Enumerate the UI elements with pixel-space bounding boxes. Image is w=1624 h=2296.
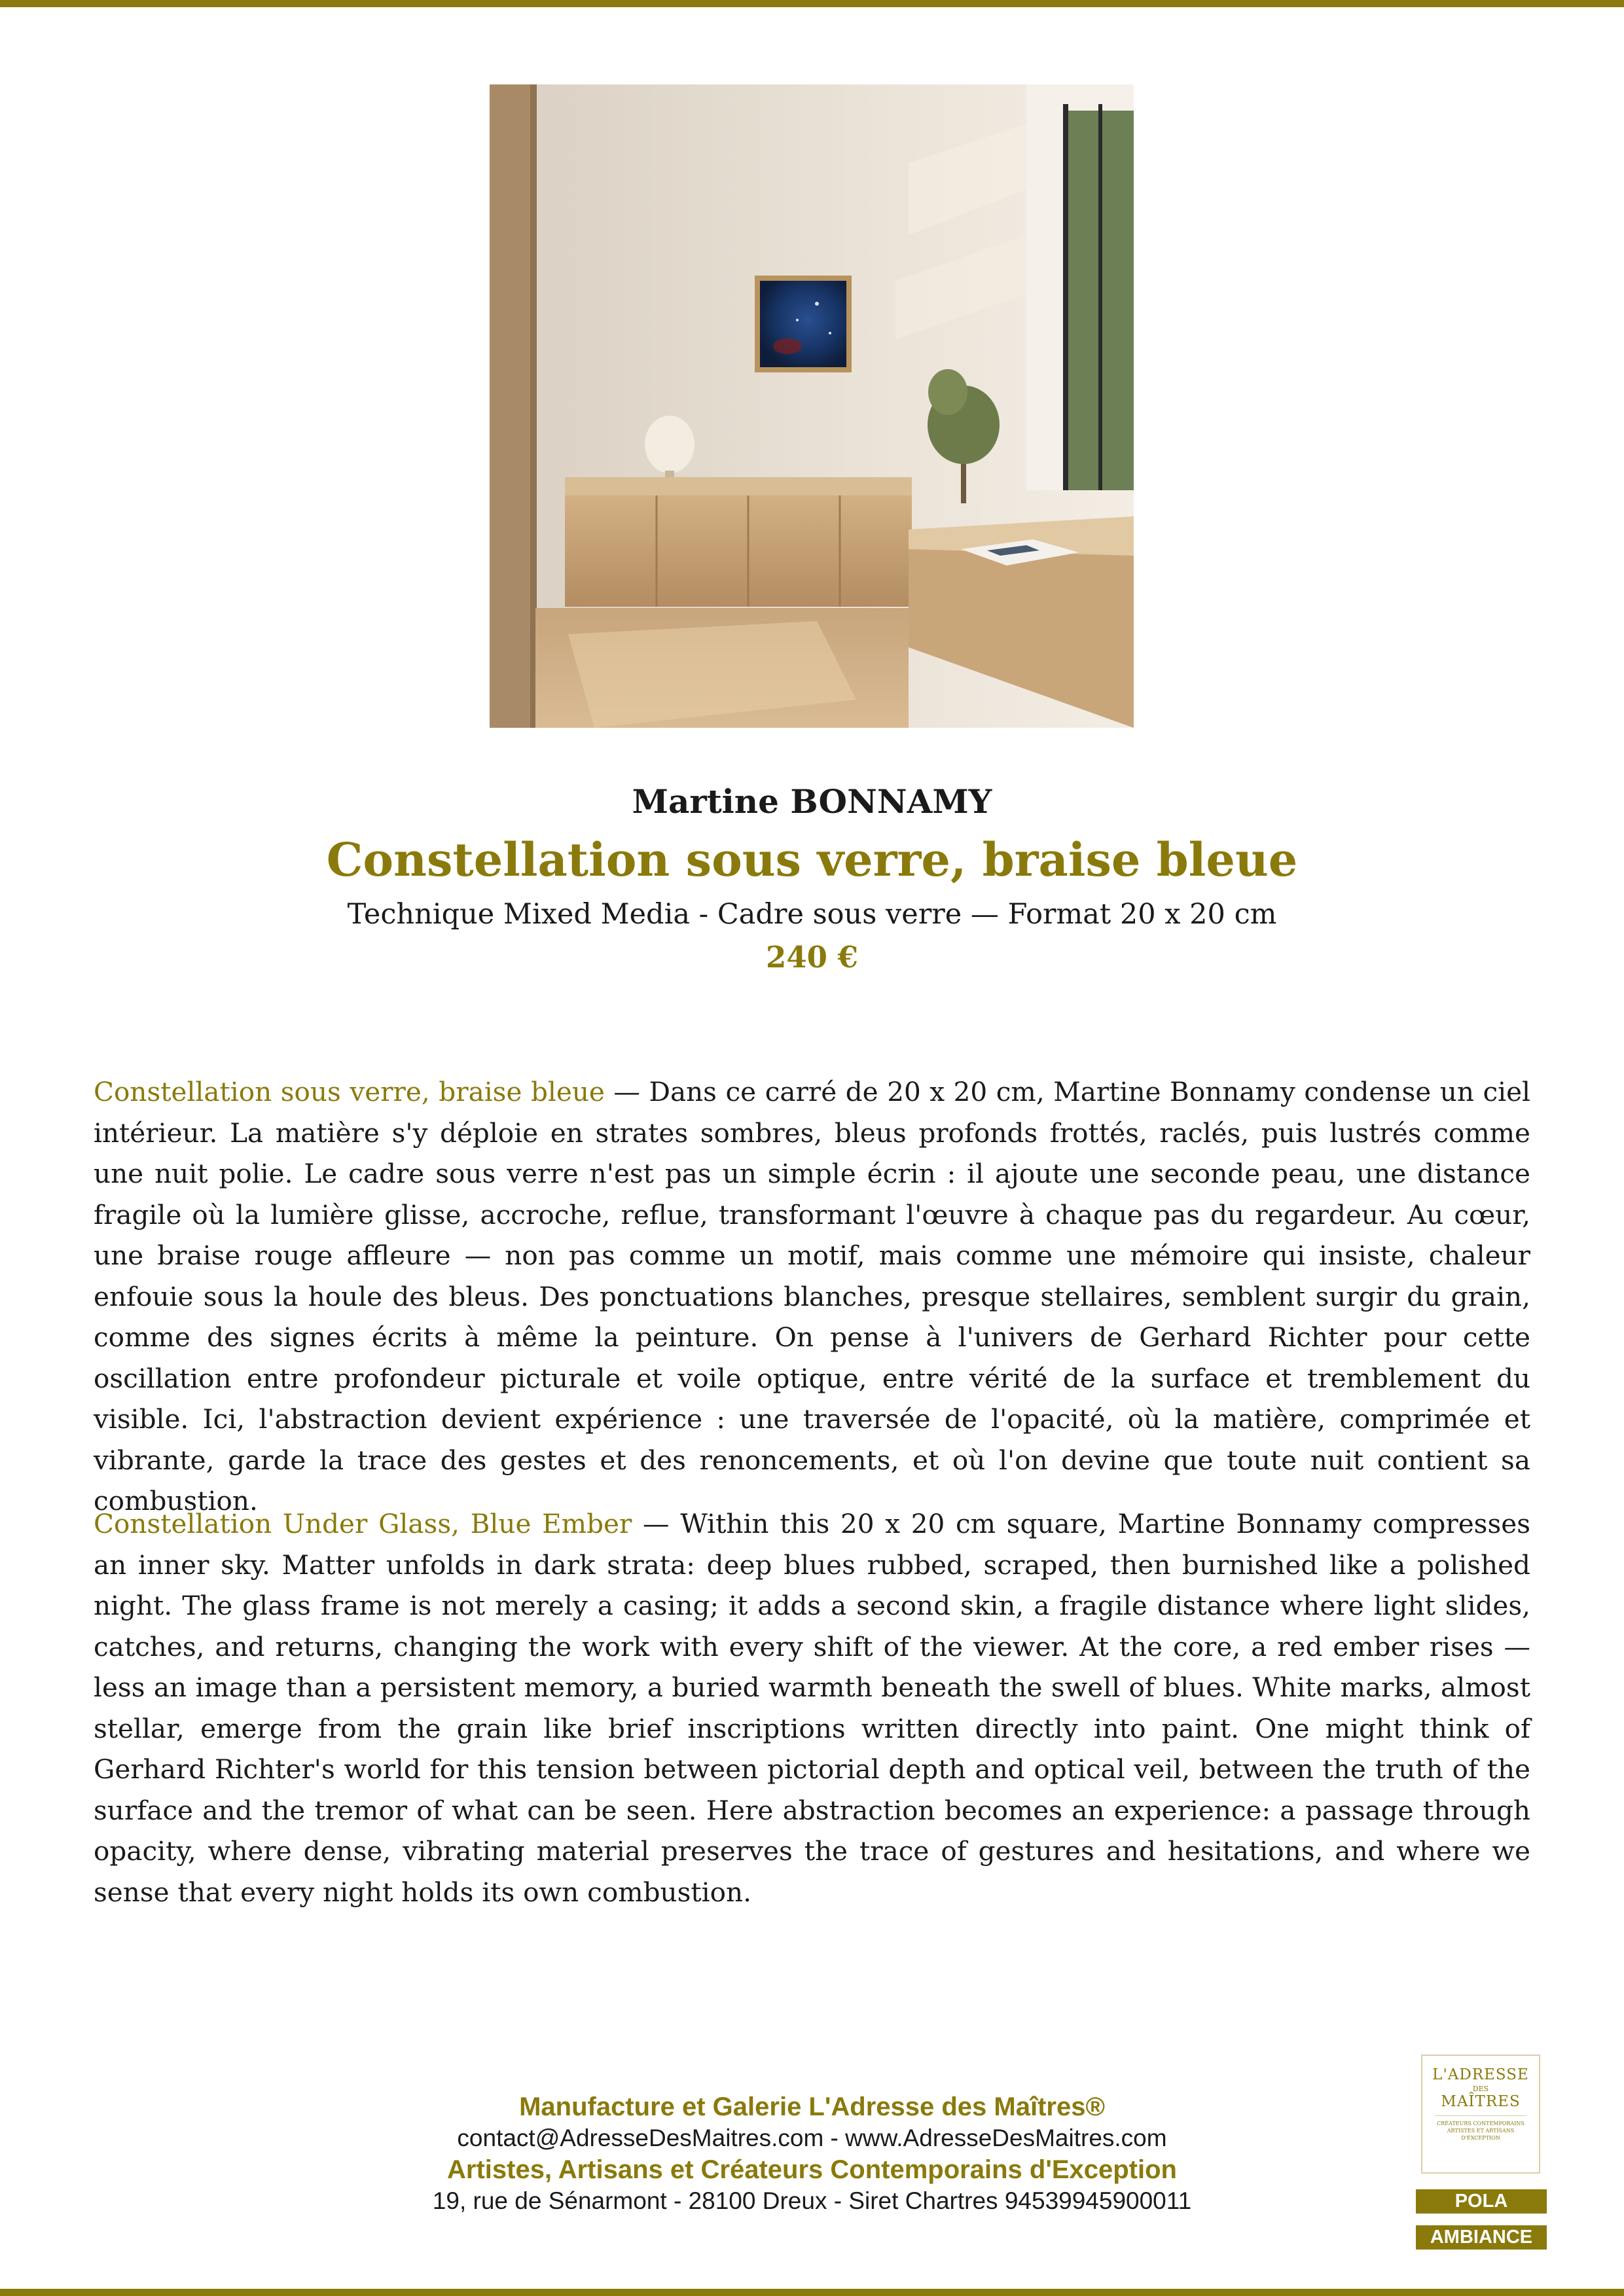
artist-name: Martine BONNAMY	[632, 782, 992, 821]
logo-divider	[1435, 2115, 1526, 2116]
description-english	[94, 1503, 1530, 1912]
logo-line-1: L'ADRESSE	[1432, 2066, 1529, 2083]
artwork-room-photo	[490, 84, 1134, 728]
tag-ambiance: AMBIANCE	[1416, 2225, 1547, 2250]
footer-tagline: Artistes, Artisans et Créateurs Contemporains d'Exception	[447, 2155, 1177, 2184]
artwork-specs: Technique Mixed Media - Cadre sous verre — Format 20 x 20 cm	[347, 898, 1277, 931]
tag-pola: POLA	[1416, 2189, 1547, 2214]
footer-company: Manufacture et Galerie L'Adresse des Maîtres®	[519, 2092, 1105, 2121]
footer-address: 19, rue de Sénarmont - 28100 Dreux - Siret Chartres 94539945900011	[432, 2187, 1192, 2214]
description-french	[94, 1071, 1530, 1522]
artwork-title: Constellation sous verre, braise bleue	[326, 833, 1298, 887]
description-french-text: — Dans ce carré de 20 x 20 cm, Martine Bonnamy condense un ciel intérieur. La matière s'y déploie en strates sombres, bleus profonds frottés, raclés, puis lustrés comme une nuit polie. Le cadre sous verre n'est pas un simple écrin : il ajoute une seconde peau, une distance fragile où la lumière glisse, accroche, reflue, transformant l'œuvre à chaque pas du regardeur. Au cœur, une braise rouge affleure — non pas comme un motif, mais comme une mémoire qui insiste, chaleur enfouie sous la houle des bleus. Des ponctuations blanches, presque stellaires, semblent surgir du grain, comme des signes écrits à même la peinture. On pense à l'univers de Gerhard Richter pour cette oscillation entre profondeur picturale et voile optique, entre vérité de la surface et tremblement du visible. Ici, l'abstraction devient expérience : une traversée de l'opacité, où la matière, comprimée et vibrante, garde la trace des gestes et des renoncements, et où l'on devine que toute nuit contient sa combustion.	[94, 1076, 1531, 1516]
artwork-price: 240 €	[766, 940, 858, 975]
brand-logo	[1421, 2054, 1540, 2174]
top-border	[0, 0, 1624, 7]
logo-line-4: CRÉATEURS CONTEMPORAINS ARTISTES ET ARTISANS D'EXCEPTION	[1437, 2121, 1525, 2141]
description-french-lead: Constellation sous verre, braise bleue	[94, 1076, 605, 1107]
logo-line-2: DES	[1472, 2085, 1489, 2093]
bottom-border	[0, 2289, 1624, 2296]
footer	[0, 2091, 1624, 2217]
footer-contact[interactable]: contact@AdresseDesMaitres.com - www.AdresseDesMaitres.com	[457, 2125, 1167, 2151]
description-english-lead: Constellation Under Glass, Blue Ember	[94, 1508, 632, 1539]
logo-line-3: MAÎTRES	[1441, 2093, 1521, 2110]
description-english-text: — Within this 20 x 20 cm square, Martine Bonnamy compresses an inner sky. Matter unfolds in dark strata: deep blues rubbed, scraped, then burnished like a polished night. The glass frame is not merely a casing; it adds a second skin, a fragile distance where light slides, catches, and returns, changing the work with every shift of the viewer. At the core, a red ember rises — less an image than a persistent memory, a buried warmth beneath the swell of blues. White marks, almost stellar, emerge from the grain like brief inscriptions written directly into paint. One might think of Gerhard Richter's world for this tension between pictorial depth and optical veil, between the truth of the surface and the tremor of what can be seen. Here abstraction becomes an experience: a passage through opacity, where dense, vibrating material preserves the trace of gestures and hesitations, and where we sense that every night holds its own combustion.	[94, 1508, 1531, 1908]
